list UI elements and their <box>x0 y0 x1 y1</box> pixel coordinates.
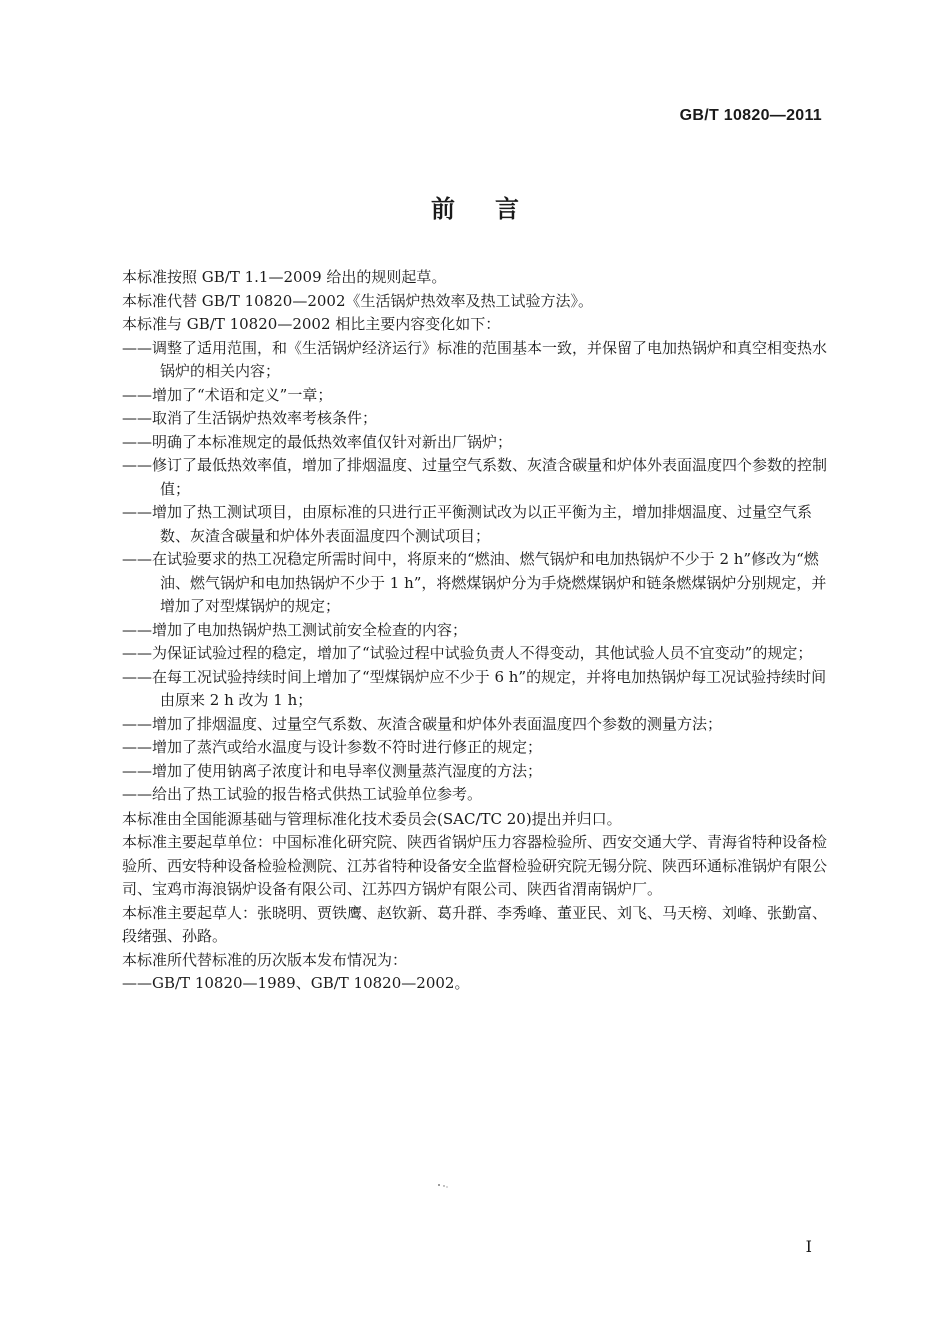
change-item: ——增加了电加热锅炉热工测试前安全检查的内容； <box>122 620 468 639</box>
change-item: ——在每工况试验持续时间上增加了“型煤锅炉应不少于 6 h”的规定，并将电加热锅炉每工况试验持续时间由原来 2 h 改为 1 h； <box>122 667 827 709</box>
preface-body <box>122 266 828 996</box>
change-item: ——增加了“术语和定义”一章； <box>122 385 333 404</box>
change-item: ——增加了热工测试项目，由原标准的只进行正平衡测试改为以正平衡为主，增加排烟温度、过量空气系数、灰渣含碳量和炉体外表面温度四个测试项目； <box>122 503 813 545</box>
change-item: ——增加了排烟温度、过量空气系数、灰渣含碳量和炉体外表面温度四个参数的测量方法； <box>122 714 723 733</box>
standard-code: GB/T 10820—2011 <box>679 107 822 124</box>
paragraph-proposer: 本标准由全国能源基础与管理标准化技术委员会(SAC/TC 20)提出并归口。 <box>122 809 622 828</box>
change-item: ——明确了本标准规定的最低热效率值仅针对新出厂锅炉； <box>122 432 513 451</box>
change-item: ——为保证试验过程的稳定，增加了“试验过程中试验负责人不得变动，其他试验人员不宜变动”的规定； <box>122 644 813 662</box>
paragraph-replaces: 本标准代替 GB/T 10820—2002《生活锅炉热效率及热工试验方法》。 <box>122 291 593 310</box>
page-number: I <box>805 1237 812 1256</box>
paragraph-history-intro: 本标准所代替标准的历次版本发布情况为： <box>122 950 408 969</box>
paragraph-drafting-rules: 本标准按照 GB/T 1.1—2009 给出的规则起草。 <box>122 268 447 286</box>
change-item: ——调整了适用范围，和《生活锅炉经济运行》标准的范围基本一致，并保留了电加热锅炉和真空相变热水锅炉的相关内容； <box>122 338 828 380</box>
paragraph-drafting-units: 本标准主要起草单位：中国标准化研究院、陕西省锅炉压力容器检验所、西安交通大学、青海省特种设备检验所、西安特种设备检验检测院、江苏省特种设备安全监督检验研究院无锡分院、陕西环通标准锅炉有限公司、宝鸡市海浪锅炉设备有限公司、江苏四方锅炉有限公司、陕西省渭南锅炉厂。 <box>122 833 828 898</box>
change-item: ——取消了生活锅炉热效率考核条件； <box>122 409 378 427</box>
scan-speck <box>436 1183 450 1189</box>
page-title: 前言 <box>431 195 559 223</box>
change-item: ——增加了使用钠离子浓度计和电导率仪测量蒸汽湿度的方法； <box>122 761 543 780</box>
paragraph-drafters: 本标准主要起草人：张晓明、贾铁鹰、赵钦新、葛升群、李秀峰、董亚民、刘飞、马天榜、刘峰、张勤富、段绪强、孙路。 <box>122 903 828 945</box>
paragraph-changes-intro: 本标准与 GB/T 10820—2002 相比主要内容变化如下： <box>122 315 501 333</box>
change-item: ——在试验要求的热工况稳定所需时间中，将原来的“燃油、燃气锅炉和电加热锅炉不少于 2 h”修改为“燃油、燃气锅炉和电加热锅炉不少于 1 h”，将燃煤锅炉分为手烧燃煤锅炉和链条燃煤锅炉分别规定，并增加了对型煤锅炉的规定； <box>122 550 827 615</box>
change-item: ——给出了热工试验的报告格式供热工试验单位参考。 <box>122 785 483 803</box>
change-item: ——修订了最低热效率值，增加了排烟温度、过量空气系数、灰渣含碳量和炉体外表面温度四个参数的控制值； <box>122 456 828 498</box>
change-item: ——增加了蒸汽或给水温度与设计参数不符时进行修正的规定； <box>122 738 543 756</box>
history-item: ——GB/T 10820—1989、GB/T 10820—2002。 <box>122 974 470 992</box>
